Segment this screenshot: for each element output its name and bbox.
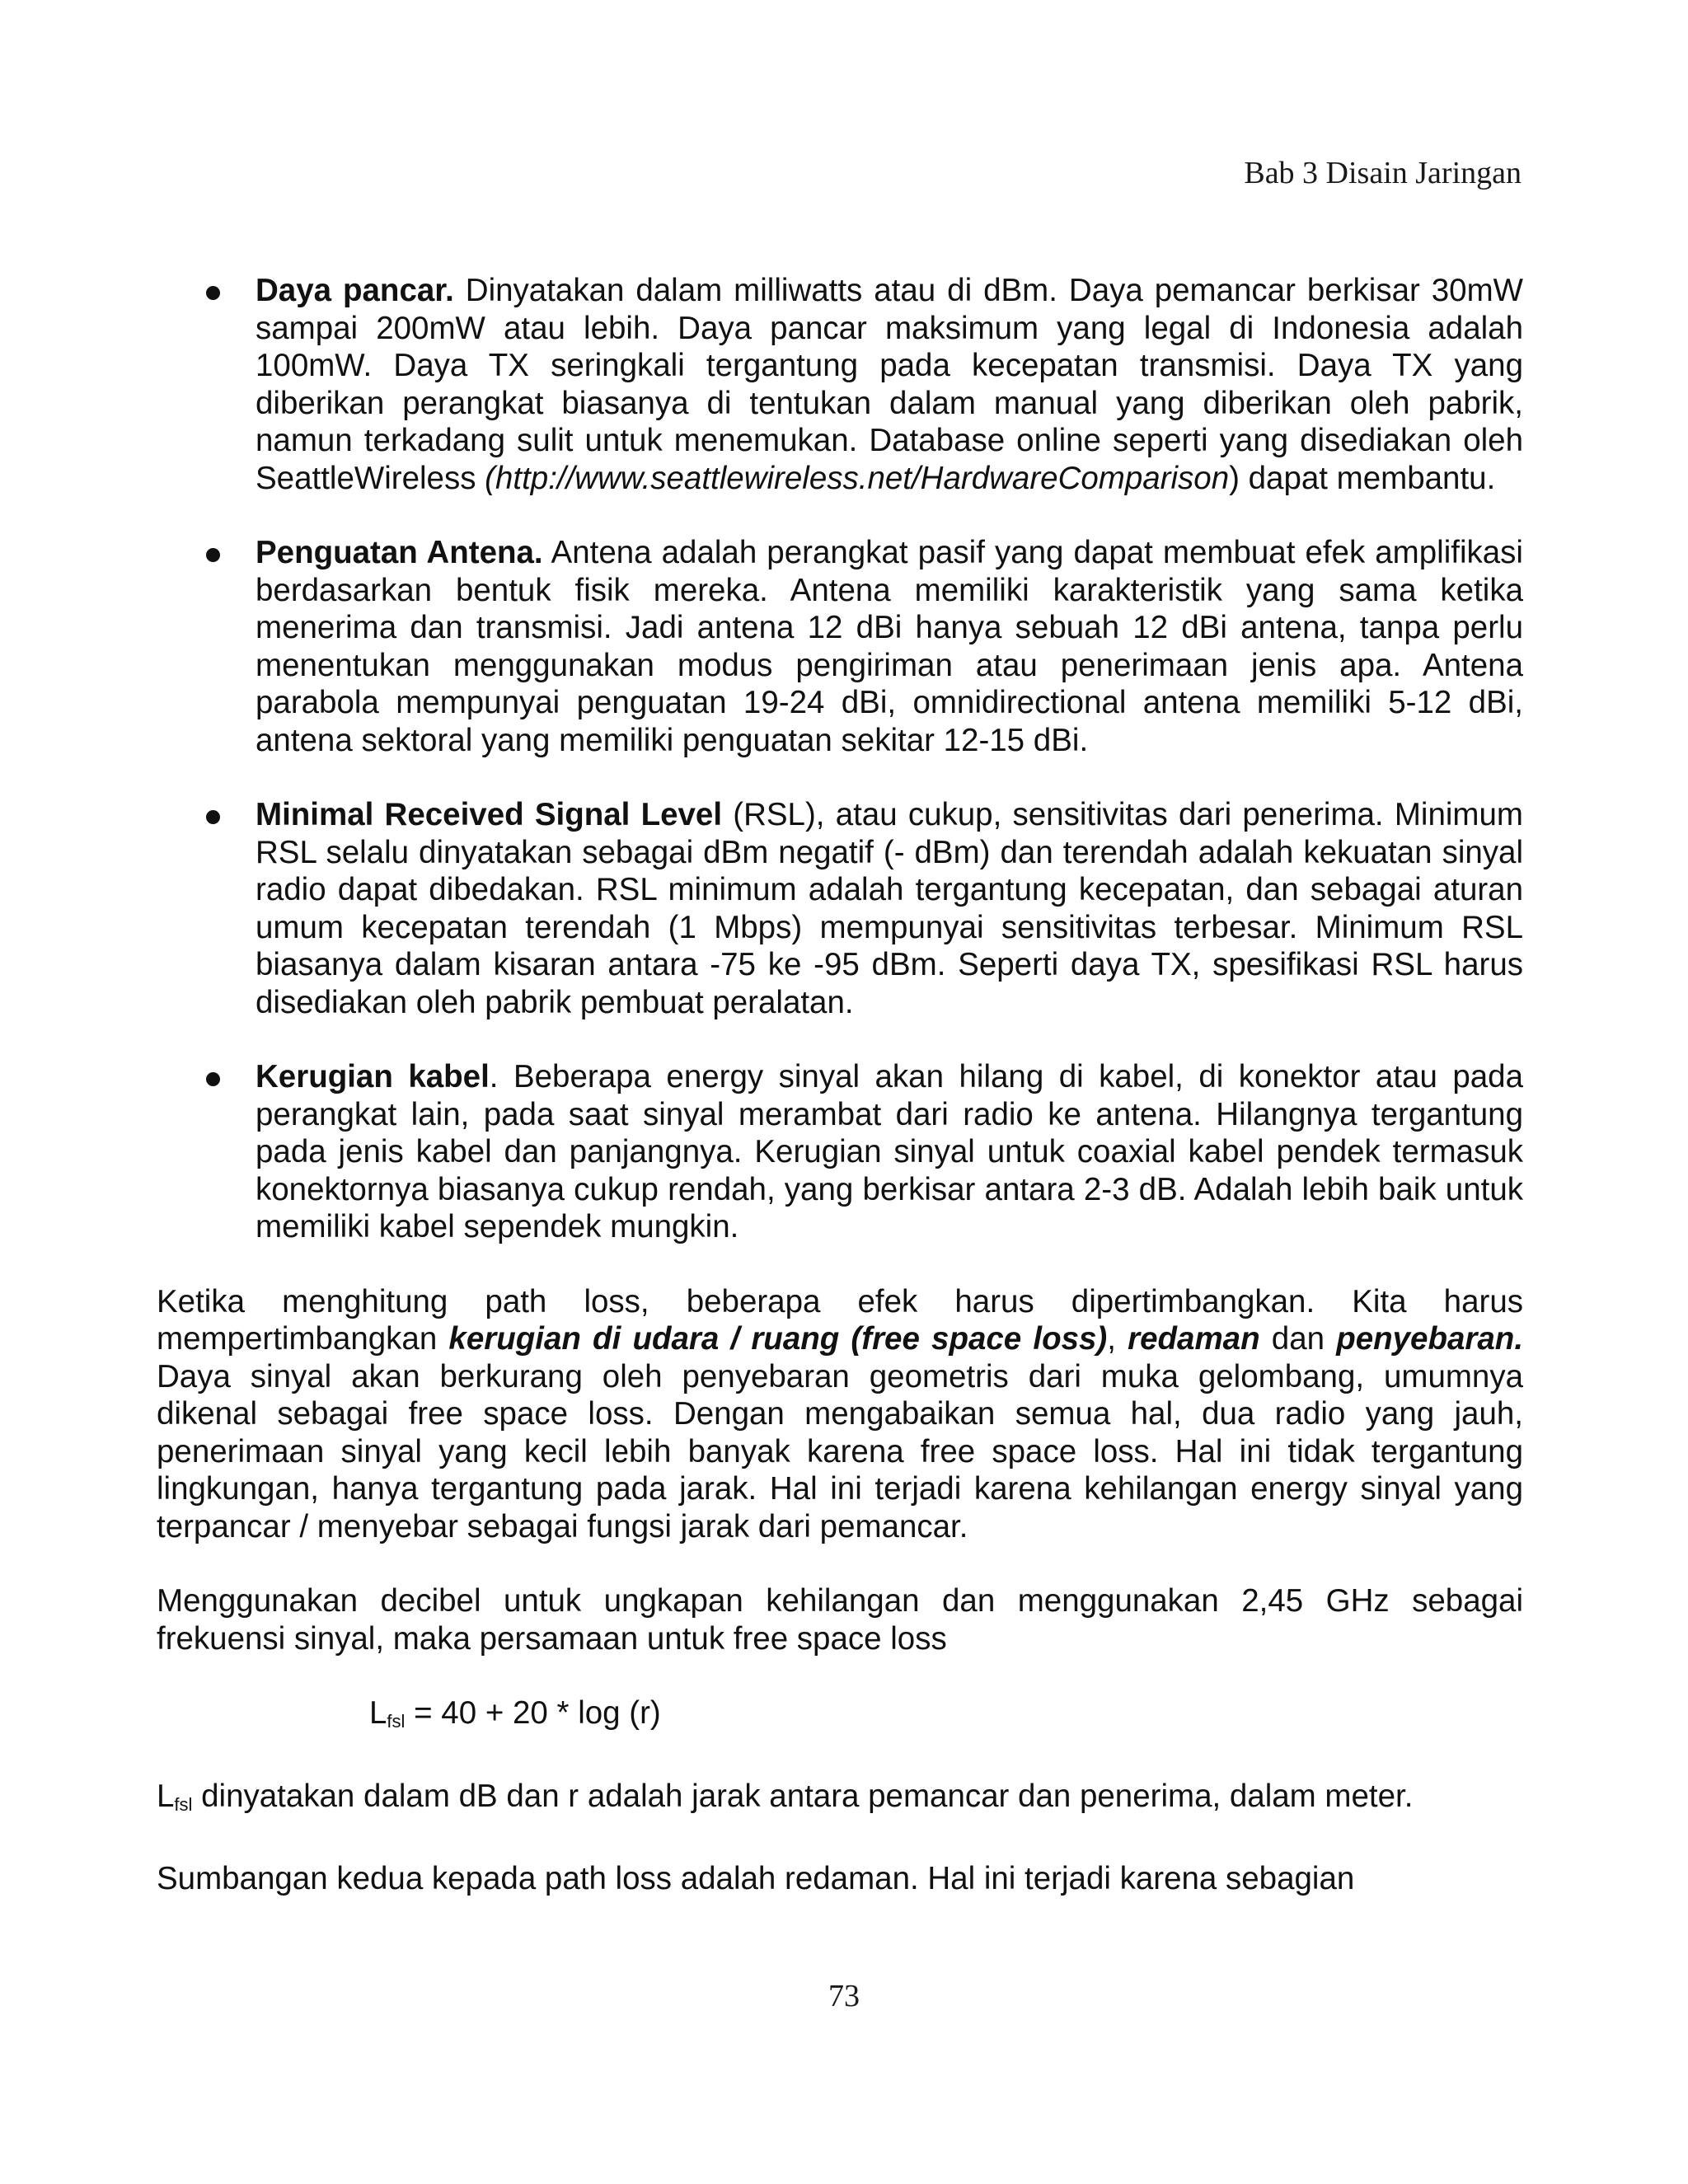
bullet-term: Kerugian kabel (256, 1059, 490, 1094)
paragraph-text: Daya sinyal akan berkurang oleh penyebaran geometris dari muka gelombang, umumnya dikenal sebagai free space loss. Dengan mengabaikan semua hal, dua radio yang jauh, penerimaan sinyal yang kecil lebih banyak karena free space loss. Hal ini tidak tergantung lingkungan, hanya tergantung pada jarak. Hal ini terjadi karena kehilangan energy sinyal yang terpancar / menyebar sebagai fungsi jarak dari pemancar. (157, 1358, 1523, 1544)
paragraph-text: Ketika menghitung path loss, beberapa efek harus dipertimbangkan. Kita harus mempertimbangkan (157, 1283, 1523, 1357)
page-number: 73 (828, 1979, 860, 2013)
bullet-dot-icon (206, 1072, 220, 1086)
bullet-dot-icon (206, 548, 220, 562)
emphasis-free-space-loss: kerugian di udara / ruang (free space loss) (448, 1321, 1108, 1357)
emphasis-penyebaran: penyebaran. (1336, 1321, 1524, 1357)
bullet-term: Penguatan Antena. (256, 535, 543, 570)
formula-subscript: fsl (387, 1711, 406, 1732)
bullet-dot-icon (206, 286, 220, 300)
reference-link: (http://www.seattlewireless.net/HardwareComparison (485, 460, 1230, 496)
paragraph-redaman-intro: Sumbangan kedua kepada path loss adalah redaman. Hal ini terjadi karena sebagian (157, 1861, 1355, 1896)
paragraph-text: dinyatakan dalam dB dan r adalah jarak antara pemancar dan penerima, dalam meter. (192, 1778, 1414, 1814)
paragraph-decibel: Menggunakan decibel untuk ungkapan kehilangan dan menggunakan 2,45 GHz sebagai frekuensi sinyal, maka persamaan untuk free space loss (157, 1583, 1523, 1657)
bullet-list (157, 272, 1523, 1246)
bullet-text: Dinyatakan dalam milliwatts atau di dBm. Daya pemancar berkisar 30mW sampai 200mW atau lebih. Daya pancar maksimum yang legal di Indonesia adalah 100mW. Daya TX seringkali tergantung pada kecepatan transmisi. Daya TX yang diberikan perangkat biasanya di tentukan dalam manual yang diberikan oleh pabrik, namun terkadang sulit untuk menemukan. Database online seperti yang disediakan oleh SeattleWireless (256, 273, 1523, 496)
paragraph-path-loss (157, 1283, 1523, 1546)
running-header: Bab 3 Disain Jaringan (1244, 156, 1522, 190)
bullet-dot-icon (206, 810, 220, 824)
formula-symbol: L (157, 1778, 175, 1814)
page-body (157, 272, 1523, 1935)
bullet-item-penguatan-antena (157, 534, 1523, 759)
formula-subscript: fsl (174, 1793, 193, 1815)
paragraph-text: dan (1259, 1321, 1337, 1357)
paragraph-lfsl-definition (157, 1778, 1523, 1824)
emphasis-redaman: redaman (1128, 1321, 1260, 1357)
bullet-term: Minimal Received Signal Level (256, 797, 723, 832)
bullet-item-kerugian-kabel (157, 1058, 1523, 1246)
bullet-item-daya-pancar (157, 272, 1523, 497)
formula-symbol: L (369, 1695, 387, 1731)
bullet-text: . Beberapa energy sinyal akan hilang di kabel, di konektor atau pada perangkat lain, pada saat sinyal merambat dari radio ke antena. Hilangnya tergantung pada jenis kabel dan panjangnya. Kerugian sinyal untuk coaxial kabel pendek termasuk konektornya biasanya cukup rendah, yang berkisar antara 2-3 dB. Adalah lebih baik untuk memiliki kabel sependek mungkin. (256, 1059, 1523, 1244)
formula-expression: = 40 + 20 * log (r) (405, 1695, 661, 1731)
bullet-text: Antena adalah perangkat pasif yang dapat membuat efek amplifikasi berdasarkan bentuk fisik mereka. Antena memiliki karakteristik yang sama ketika menerima dan transmisi. Jadi antena 12 dBi hanya sebuah 12 dBi antena, tanpa perlu menentukan menggunakan modus pengiriman atau penerimaan jenis apa. Antena parabola mempunyai penguatan 19-24 dBi, omnidirectional antena memiliki 5-12 dBi, antena sektoral yang memiliki penguatan sekitar 12-15 dBi. (256, 535, 1523, 758)
bullet-term: Daya pancar. (256, 273, 454, 308)
paragraph-text: , (1107, 1321, 1128, 1357)
bullet-text: (RSL), atau cukup, sensitivitas dari penerima. Minimum RSL selalu dinyatakan sebagai dBm negatif (- dBm) dan terendah adalah kekuatan sinyal radio dapat dibedakan. RSL minimum adalah tergantung kecepatan, dan sebagai aturan umum kecepatan terendah (1 Mbps) mempunyai sensitivitas terbesar. Minimum RSL biasanya dalam kisaran antara -75 ke -95 dBm. Seperti daya TX, spesifikasi RSL harus disediakan oleh pabrik pembuat peralatan. (256, 797, 1523, 1020)
formula-free-space-loss (369, 1694, 1523, 1741)
bullet-text: ) dapat membantu. (1229, 460, 1496, 496)
bullet-item-minimal-rsl (157, 796, 1523, 1021)
